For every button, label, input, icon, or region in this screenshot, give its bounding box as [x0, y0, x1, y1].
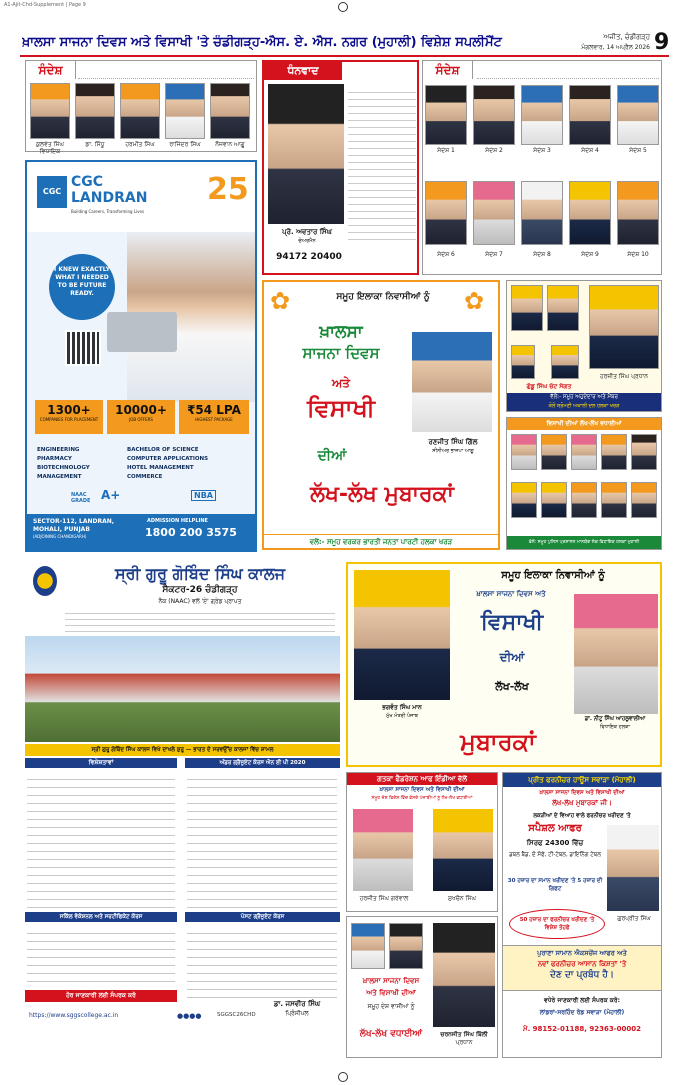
- bottom-mid-ad: [346, 916, 498, 1058]
- college-social: SGGSC26CHD: [217, 1012, 256, 1018]
- cgc-course: COMMERCE: [127, 474, 163, 480]
- sandesh-right-photo-10: [617, 181, 659, 245]
- bottom-mid-line-2: ਅਤੇ ਵਿਸਾਖੀ ਦੀਆਂ: [366, 989, 416, 997]
- bjp-line-3: ਅਤੇ: [331, 376, 350, 390]
- bjp-ad: [262, 280, 500, 550]
- sandesh-right-caption-8: ਸੰਦੇਸ਼ 8: [533, 251, 551, 258]
- right-mid-photo-3: [571, 434, 597, 470]
- right-top-photo-1: [511, 285, 543, 331]
- college-principal: ਡਾ. ਜਸਵੀਰ ਸਿੰਘ: [273, 1000, 321, 1008]
- cgc-stat-3-label: HIGHEST PACKAGE: [195, 417, 233, 422]
- right-mid-photo-10: [631, 482, 657, 518]
- sandesh-right-caption-7: ਸੰਦੇਸ਼ 7: [485, 251, 503, 258]
- preet-address: ਲਾਂਡਰਾਂ-ਸਰਹਿੰਦ ਰੋਡ ਸਵਾੜਾ (ਮੋਹਾਲੀ): [539, 1009, 625, 1016]
- cgc-course: MANAGEMENT: [37, 474, 82, 480]
- college-col2-title: ਅੰਡਰ ਗ੍ਰੈਜੂਏਟ ਕੋਰਸ ਐਨ ਈ ਪੀ 2020: [185, 758, 340, 768]
- college-col1-lines: [27, 772, 175, 908]
- dhanvaad-phone: 94172 20400: [276, 252, 342, 262]
- sandesh-right-photo-5: [617, 85, 659, 145]
- aap-person-1-role: ਮੁੱਖ ਮੰਤਰੀ ਪੰਜਾਬ: [386, 713, 418, 719]
- cgc-stat-3: [179, 400, 249, 434]
- cgc-logo: CGC: [37, 176, 67, 208]
- preet-phone: ਮੋ. 98152-01188, 92363-00002: [522, 1025, 642, 1033]
- right-top-photo-4: [511, 345, 535, 379]
- bottom-mid-photo-1: [351, 923, 385, 969]
- dhanvaad-block: [262, 60, 419, 275]
- cgc-footer: [27, 514, 255, 550]
- aap-person-1-photo: [354, 570, 450, 700]
- right-mid-photo-6: [511, 482, 537, 518]
- sandesh-right-caption-10: ਸੰਦੇਸ਼ 10: [627, 251, 649, 258]
- right-mid-ad: [506, 417, 662, 550]
- cgc-helpline-label: ADMISSION HELPLINE: [147, 518, 208, 524]
- cgc-quote-bubble: I KNEW EXACTLY WHAT I NEEDED TO BE FUTURE READY.: [49, 254, 115, 320]
- cgc-course: ENGINEERING: [37, 447, 80, 453]
- registration-mark: [338, 1072, 348, 1082]
- cgc-tagline: Building Careers, Transforming Lives: [71, 209, 145, 214]
- gatka-person-1: ਹਰਜੀਤ ਸਿੰਘ ਗਰੇਵਾਲ: [359, 895, 409, 902]
- sandesh-right-caption-3: ਸੰਦੇਸ਼ 3: [533, 147, 551, 154]
- dhanvaad-label: ਧੰਨਵਾਦ: [264, 62, 342, 80]
- preet-offer-title: ਸਪੈਸ਼ਲ ਆਫਰ: [528, 823, 582, 834]
- cgc-stat-2: [107, 400, 175, 434]
- sandesh-right-caption-5: ਸੰਦੇਸ਼ 5: [629, 147, 647, 154]
- aap-person-2-photo: [574, 594, 658, 714]
- bottom-mid-line-4: ਲੱਖ-ਲੱਖ ਵਧਾਈਆਂ: [359, 1029, 423, 1039]
- college-principal-role: ਪ੍ਰਿੰਸੀਪਲ: [285, 1010, 309, 1017]
- sandesh-right-photo-6: [425, 181, 467, 245]
- cgc-stat-1-value: 1300+: [47, 403, 91, 417]
- sandesh-left-caption-2: ਡਾ. ਸਿੱਧੂ: [85, 141, 105, 148]
- sandesh-right-photo-1: [425, 85, 467, 145]
- cgc-stat-3-value: ₹54 LPA: [187, 403, 241, 417]
- cgc-ad: [25, 160, 257, 552]
- right-top-main-caption: ਹਰਜੀਤ ਸਿੰਘ ਪ੍ਰਧਾਨ: [599, 373, 648, 380]
- preet-line-2: ਲੱਖ-ਲੱਖ ਮੁਬਾਰਕਾਂ ਜੀ।: [552, 799, 612, 807]
- sandesh-right-photo-9: [569, 181, 611, 245]
- bjp-top-line: ਸਮੂਹ ਇਲਾਕਾ ਨਿਵਾਸੀਆਂ ਨੂੰ: [336, 292, 430, 302]
- college-building-photo: [25, 636, 340, 742]
- aap-ad: [346, 562, 662, 767]
- cgc-course: BACHELOR OF SCIENCE: [127, 447, 199, 453]
- sandesh-left-photo-4: [165, 83, 205, 139]
- aap-person-1-name: ਭਗਵੰਤ ਸਿੰਘ ਮਾਨ: [382, 704, 422, 711]
- sandesh-left-text: [78, 63, 254, 79]
- cgc-brand-1: CGC: [71, 174, 104, 190]
- bottom-mid-person-role: ਪ੍ਰਧਾਨ: [455, 1039, 473, 1046]
- bjp-person-photo: [412, 332, 492, 432]
- preet-offer-intro: ਲਕੜੀਆਂ ਦੇ ਵਿਆਹ ਵਾਲੇ ਫਰਨੀਚਰ ਖਰੀਦਣ 'ਤੇ: [533, 813, 631, 819]
- cgc-address-3: (ADJOINING CHANDIGARH): [33, 534, 87, 539]
- aap-line-2: ਵਿਸਾਖੀ: [480, 610, 544, 635]
- college-name: ਸ੍ਰੀ ਗੁਰੂ ਗੋਬਿੰਦ ਸਿੰਘ ਕਾਲਜ: [114, 564, 286, 583]
- preet-offer-note: 30 ਹਜ਼ਾਰ ਦਾ ਸਮਾਨ ਖਰੀਦਣ 'ਤੇ 5 ਹਜ਼ਾਰ ਦੀ ਗਿਫਟ: [507, 878, 603, 892]
- preet-person: ਗੁਰਪ੍ਰੀਤ ਸਿੰਘ: [617, 915, 651, 922]
- cgc-course: BIOTECHNOLOGY: [37, 465, 90, 471]
- bjp-footer: ਵਲੋਂ:- ਸਮੂਹ ਵਰਕਰ ਭਾਰਤੀ ਜਨਤਾ ਪਾਰਟੀ ਹਲਕਾ ਖਰੜ: [264, 534, 498, 548]
- cgc-brand-2: LANDRAN: [71, 190, 148, 206]
- preet-header: ਪ੍ਰੀਤ ਫਰਨੀਚਰ ਹਾਊਸ ਸਵਾੜਾ (ਮੋਹਾਲੀ): [503, 773, 661, 787]
- lotus-icon: ✿: [464, 287, 485, 315]
- bjp-line-2: ਸਾਜਨਾ ਦਿਵਸ: [302, 344, 380, 362]
- cgc-stat-2-label: JOB OFFERS: [129, 417, 153, 422]
- sandesh-right-caption-6: ਸੰਦੇਸ਼ 6: [437, 251, 455, 258]
- gatka-sub: ਖ਼ਾਲਸਾ ਸਾਜਨਾ ਦਿਵਸ ਅਤੇ ਵਿਸਾਖੀ ਦੀਆਂ: [379, 787, 465, 793]
- preet-oval: 50 ਹਜ਼ਾਰ ਦਾ ਫਰਨੀਚਰ ਖਰੀਦਣ 'ਤੇ ਵਿਸ਼ੇਸ਼ ਤੋਹਫੇ: [509, 909, 605, 939]
- college-ad: [25, 560, 340, 1058]
- sandesh-left-caption-3: ਹਰਮੀਤ ਸਿੰਘ: [125, 141, 155, 148]
- bottom-mid-photo-2: [389, 923, 423, 969]
- aap-line-3: ਦੀਆਂ: [499, 650, 525, 664]
- sandesh-right-caption-2: ਸੰਦੇਸ਼ 2: [485, 147, 503, 154]
- gatka-photo-2: [433, 809, 493, 891]
- college-col1-title: ਵਿਸ਼ੇਸ਼ਤਾਵਾਂ: [25, 758, 177, 768]
- cgc-anniversary: 25: [207, 172, 249, 207]
- cgc-nba: NBA: [191, 490, 216, 501]
- cgc-courses-right: [127, 446, 253, 482]
- college-col1-lines-2: [27, 926, 175, 986]
- print-slug: A1-Ajit-Chd-Supplement | Page 9: [4, 2, 86, 8]
- bjp-line-1: ਖ਼ਾਲਸਾ: [319, 322, 363, 342]
- right-mid-photo-8: [571, 482, 597, 518]
- college-admission-box: ਹੋਰ ਜਾਣਕਾਰੀ ਲਈ ਸੰਪਰਕ ਕਰੋ: [25, 990, 177, 1002]
- college-accreditation: ਨੈਕ (NAAC) ਵਲੋਂ 'ਏ' ਗ੍ਰੇਡ ਪ੍ਰਾਪਤ: [158, 598, 242, 605]
- sandesh-left-photo-1: [30, 83, 70, 139]
- masthead-title: ਖ਼ਾਲਸਾ ਸਾਜਨਾ ਦਿਵਸ ਅਤੇ ਵਿਸਾਖੀ 'ਤੇ ਚੰਡੀਗੜ੍ਹ-ਐਸ. ਏ. ਐਸ. ਨਗਰ (ਮੁਹਾਲੀ) ਵਿਸ਼ੇਸ਼ ਸਪਲੀਮੈਂਟ: [22, 35, 502, 50]
- bjp-person-name: ਰਣਜੀਤ ਸਿੰਘ ਗਿੱਲ: [428, 438, 478, 446]
- right-top-red-caption: ਗੁੱਡੂ ਸਿੰਘ ਚੋਟ ਸੰਗਤ: [526, 383, 572, 390]
- right-mid-photo-1: [511, 434, 537, 470]
- preet-exchange-3: ਦੇਣ ਦਾ ਪ੍ਰਬੰਧ ਹੈ।: [549, 970, 614, 980]
- college-intro-lines: [65, 608, 335, 632]
- cgc-courses-left: [37, 446, 137, 482]
- right-mid-photo-4: [601, 434, 627, 470]
- sandesh-left-photo-5: [210, 83, 250, 139]
- right-mid-footer: ਵੱਲੋਂ: ਸਮੂਹ ਪੁਲਿਸ ਪ੍ਰਸ਼ਾਸਨ ਮਾਨਯੋਗ ਲੋਕ ਵਿਧਾਇਕ ਹਲਕਾ ਮੁਹਾਲੀ: [507, 536, 661, 549]
- college-emblem-icon: [33, 566, 57, 596]
- sandesh-left-label: ਸੰਦੇਸ਼: [26, 61, 76, 79]
- right-top-photo-5: [551, 345, 579, 379]
- preet-person-photo: [607, 825, 659, 911]
- sandesh-left-caption-4: ਰਾਜਿੰਦਰ ਸਿੰਘ: [169, 141, 201, 148]
- cgc-stat-1: [35, 400, 103, 434]
- preet-exchange-1: ਪੁਰਾਣਾ ਸਾਮਾਨ ਐਕਸਚੇਂਜ ਆਫਰ ਅਤੇ: [537, 949, 627, 957]
- cgc-naac-label: NAAC GRADE: [71, 492, 91, 504]
- sandesh-left-caption-1: ਕੁਲਵੰਤ ਸਿੰਘ ਵਿਧਾਇਕ: [35, 141, 65, 155]
- aap-line-4: ਲੱਖ-ਲੱਖ: [495, 680, 529, 693]
- cgc-stat-1-label: COMPANIES FOR PLACEMENT: [39, 417, 99, 422]
- right-top-ad: [506, 280, 662, 412]
- dhanvaad-name: ਪ੍ਰੋ. ਅਵਤਾਰ ਸਿੰਘ: [282, 228, 332, 236]
- dhanvaad-role: ਚੇਅਰਮੈਨ: [298, 238, 316, 244]
- cgc-address-1: SECTOR-112, LANDRAN,: [33, 518, 115, 525]
- sandesh-left-caption-5: ਨੌਜਵਾਨ ਆਗੂ: [215, 141, 245, 148]
- right-top-photo-2: [547, 285, 579, 331]
- sandesh-right-caption-1: ਸੰਦੇਸ਼ 1: [437, 147, 455, 154]
- cgc-course: HOTEL MANAGEMENT: [127, 465, 194, 471]
- registration-mark: [338, 2, 348, 12]
- page-number: 9: [654, 30, 670, 55]
- aap-person-2-name: ਡਾ. ਨੀਟੂ ਸਿੰਘ ਆਹਲੂਵਾਲੀਆ: [584, 716, 646, 722]
- preet-ad: [502, 772, 662, 1058]
- preet-exchange-2: ਨਵਾਂ ਫਰਨੀਚਰ ਆਸਾਨ ਕਿਸ਼ਤਾਂ 'ਤੇ: [537, 960, 627, 968]
- cgc-course: COMPUTER APPLICATIONS: [127, 456, 209, 462]
- aap-line-1: ਖ਼ਾਲਸਾ ਸਾਜਨਾ ਦਿਵਸ ਅਤੇ: [476, 590, 546, 598]
- right-mid-photo-9: [601, 482, 627, 518]
- sandesh-right-photo-4: [569, 85, 611, 145]
- bottom-mid-photo-3: [433, 923, 495, 1027]
- bottom-mid-person: ਚਰਨਜੀਤ ਸਿੰਘ ਬਿੱਲੀ: [440, 1031, 488, 1038]
- preet-offer-items: ਡਬਲ ਬੈਡ, ਦੋ ਸੋਫੇ, ਟੀ-ਟੇਬਲ, ਡਾਇਨਿੰਗ ਟੇਬਲ: [509, 852, 601, 858]
- gatka-sub-2: ਸਮੂਹ ਦੇਸ਼ ਵਿਦੇਸ਼ ਵਿੱਚ ਵੱਸਦੇ ਪੰਜਾਬੀਆਂ ਨੂੰ ਲੱਖ-ਲੱਖ ਵਧਾਈਆਂ: [371, 796, 473, 801]
- masthead: [20, 30, 670, 57]
- cgc-address-2: MOHALI, PUNJAB: [33, 526, 90, 533]
- college-col1-sub: ਸਕਿੱਲ ਵੋਕੇਸ਼ਨਲ ਅਤੇ ਸਰਟੀਫਿਕੇਟ ਕੋਰਸ: [25, 912, 177, 922]
- right-top-footer: ਵੱਲੋਂ:- ਸਮੂਹ ਅਹੁਦੇਦਾਰ ਅਤੇ ਮੈਂਬਰ: [507, 393, 661, 402]
- preet-line-1: ਖ਼ਾਲਸਾ ਸਾਜਨਾ ਦਿਵਸ ਅਤੇ ਵਿਸਾਖੀ ਦੀਆਂ: [539, 790, 625, 796]
- right-mid-photo-5: [631, 434, 657, 470]
- sandesh-right-caption-4: ਸੰਦੇਸ਼ 4: [581, 147, 599, 154]
- cgc-qr: [65, 330, 101, 366]
- masthead-date: ਮੰਗਲਵਾਰ, 14 ਅਪ੍ਰੈਲ 2026: [581, 44, 650, 51]
- bjp-line-6: ਲੱਖ-ਲੱਖ ਮੁਬਾਰਕਾਂ: [310, 482, 454, 507]
- sandesh-right-block: [422, 60, 662, 275]
- college-sector: ਸੈਕਟਰ-26 ਚੰਡੀਗੜ੍ਹ: [162, 585, 238, 595]
- preet-offer-price: ਸਿਰਫ 24300 ਵਿੱਚ: [526, 839, 584, 847]
- right-mid-photo-2: [541, 434, 567, 470]
- bjp-line-5: ਦੀਆਂ: [317, 448, 347, 464]
- college-col2-lines: [187, 772, 337, 908]
- sandesh-left-photo-3: [120, 83, 160, 139]
- bottom-mid-line-1: ਖ਼ਾਲਸਾ ਸਾਜਨਾ ਦਿਵਸ: [362, 977, 420, 985]
- sandesh-right-label: ਸੰਦੇਸ਼: [423, 61, 473, 79]
- sandesh-right-photo-7: [473, 181, 515, 245]
- sandesh-right-photo-2: [473, 85, 515, 145]
- social-icons: ●●●●: [177, 1012, 202, 1020]
- gatka-person-2: ਸੁਖਚੈਨ ਸਿੰਘ: [448, 895, 476, 902]
- bjp-person-role: ਸੀਨੀਅਰ ਭਾਜਪਾ ਆਗੂ: [432, 448, 474, 454]
- sandesh-right-photo-3: [521, 85, 563, 145]
- right-mid-header: ਵਿਸਾਖੀ ਦੀਆਂ ਲੱਖ-ਲੱਖ ਵਧਾਈਆਂ: [507, 418, 661, 430]
- gatka-photo-1: [353, 809, 413, 891]
- cgc-course: PHARMACY: [37, 456, 72, 462]
- dhanvaad-text: [348, 86, 416, 246]
- sandesh-right-photo-8: [521, 181, 563, 245]
- cgc-helpline: 1800 200 3575: [145, 526, 237, 539]
- aap-top: ਸਮੂਹ ਇਲਾਕਾ ਨਿਵਾਸੀਆਂ ਨੂੰ: [501, 570, 605, 581]
- right-top-footer-2: ਕੋਲੋਂ ਸ਼੍ਰੋਮਣੀ ਅਕਾਲੀ ਦਲ ਹਲਕਾ ਖਰੜ: [507, 402, 661, 411]
- sandesh-right-text: [477, 63, 659, 79]
- cgc-laptop: [107, 312, 177, 352]
- preet-contact-intro: ਵਧੇਰੇ ਜਾਣਕਾਰੀ ਲਈ ਸੰਪਰਕ ਕਰੋ:: [544, 997, 620, 1004]
- college-col2-lines-2: [187, 926, 337, 1002]
- college-col2-sub: ਪੋਸਟ ਗ੍ਰੈਜੂਏਟ ਕੋਰਸ: [185, 912, 340, 922]
- gatka-ad: [346, 772, 498, 912]
- sandesh-left-photo-2: [75, 83, 115, 139]
- dhanvaad-photo: [268, 84, 344, 224]
- bjp-line-4: ਵਿਸਾਖੀ: [306, 394, 376, 422]
- sandesh-left-block: [25, 60, 257, 155]
- college-website[interactable]: https://www.sggscollege.ac.in: [29, 1012, 119, 1019]
- right-mid-photo-7: [541, 482, 567, 518]
- aap-person-2-role: ਵਿਧਾਇਕ ਹਲਕਾ: [600, 724, 630, 730]
- aap-line-5: ਮੁਬਾਰਕਾਂ: [460, 728, 536, 756]
- cgc-naac-grade: A+: [101, 488, 121, 502]
- college-banner: ਸ੍ਰੀ ਗੁਰੂ ਗੋਬਿੰਦ ਸਿੰਘ ਕਾਲਜ ਵਿਖੇ ਦਾਖਲੇ ਸ਼ੁਰੂ — ਭਾਰਤ ਦੇ ਸਰਵਉੱਚ ਕਾਲਜਾਂ ਵਿੱਚ ਸ਼ਾਮਲ: [25, 744, 340, 756]
- preet-exchange: [503, 945, 661, 991]
- masthead-paper: ਅਜੀਤ, ਚੰਡੀਗੜ੍ਹ: [603, 33, 650, 41]
- cgc-stat-2-value: 10000+: [115, 403, 167, 417]
- gatka-header: ਗਤਕਾ ਫੈਡਰੇਸ਼ਨ ਆਫ ਇੰਡੀਆ ਵੱਲੋਂ: [347, 773, 497, 785]
- sandesh-right-caption-9: ਸੰਦੇਸ਼ 9: [581, 251, 599, 258]
- right-top-photo-3: [589, 285, 659, 369]
- lotus-icon: ✿: [270, 287, 291, 315]
- bottom-mid-line-3: ਸਮੂਹ ਦੇਸ਼ ਵਾਸੀਆਂ ਨੂੰ: [367, 1003, 415, 1010]
